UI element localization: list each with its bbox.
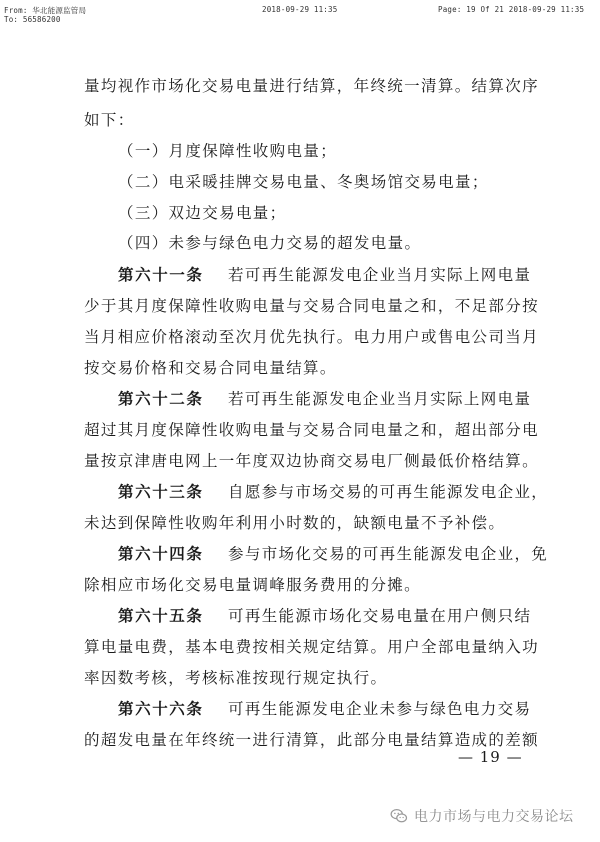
list-item: （三）双边交易电量；	[118, 204, 287, 222]
article-text: 量按京津唐电网上一年度双边协商交易电厂侧最低价格结算。	[84, 452, 539, 470]
fax-from: From: 华北能源监管局	[4, 6, 87, 15]
article-text: 若可再生能源发电企业当月实际上网电量	[228, 266, 532, 284]
article-text: 超过其月度保障性收购电量与交易合同电量之和，超出部分电	[84, 421, 539, 439]
article-text: 未达到保障性收购年利用小时数的，缺额电量不予补偿。	[84, 514, 506, 532]
list-item: （二）电采暖挂牌交易电量、冬奥场馆交易电量；	[118, 173, 489, 191]
body-line: 量均视作市场化交易电量进行结算，年终统一清算。结算次序	[84, 77, 539, 95]
body-line: 如下：	[84, 111, 135, 129]
article-text: 参与市场化交易的可再生能源发电企业，免	[228, 545, 549, 563]
article-text: 除相应市场化交易电量调峰服务费用的分摊。	[84, 576, 422, 594]
watermark	[390, 805, 574, 827]
article-text: 当月相应价格滚动至次月优先执行。电力用户或售电公司当月	[84, 328, 539, 346]
article-text: 若可再生能源发电企业当月实际上网电量	[228, 390, 532, 408]
fax-page-info: Page: 19 Of 21 2018-09-29 11:35	[438, 5, 585, 14]
wechat-chat-icon	[390, 807, 408, 825]
article-text: 按交易价格和交易合同电量结算。	[84, 359, 337, 377]
fax-timestamp: 2018-09-29 11:35	[262, 5, 338, 14]
article-text: 可再生能源市场化交易电量在用户侧只结	[228, 607, 532, 625]
page-number: — 19 —	[458, 748, 523, 766]
article-title: 第六十二条	[118, 390, 204, 408]
list-item: （四）未参与绿色电力交易的超发电量。	[118, 234, 422, 252]
article-text: 算电量电费，基本电费按相关规定结算。用户全部电量纳入功	[84, 638, 539, 656]
article-text: 率因数考核，考核标准按现行规定执行。	[84, 669, 388, 687]
list-item: （一）月度保障性收购电量；	[118, 142, 338, 160]
article-title: 第六十四条	[118, 545, 204, 563]
article-text: 可再生能源发电企业未参与绿色电力交易	[228, 700, 532, 718]
article-title: 第六十一条	[118, 266, 204, 284]
article-text: 少于其月度保障性收购电量与交易合同电量之和，不足部分按	[84, 297, 539, 315]
fax-to: To: 56586200	[4, 15, 61, 24]
article-text: 自愿参与市场交易的可再生能源发电企业，	[228, 483, 549, 501]
article-text: 的超发电量在年终统一进行清算，此部分电量结算造成的差额	[84, 731, 539, 749]
article-title: 第六十三条	[118, 483, 204, 501]
watermark-text: 电力市场与电力交易论坛	[414, 809, 574, 825]
article-title: 第六十六条	[118, 700, 204, 718]
article-title: 第六十五条	[118, 607, 204, 625]
